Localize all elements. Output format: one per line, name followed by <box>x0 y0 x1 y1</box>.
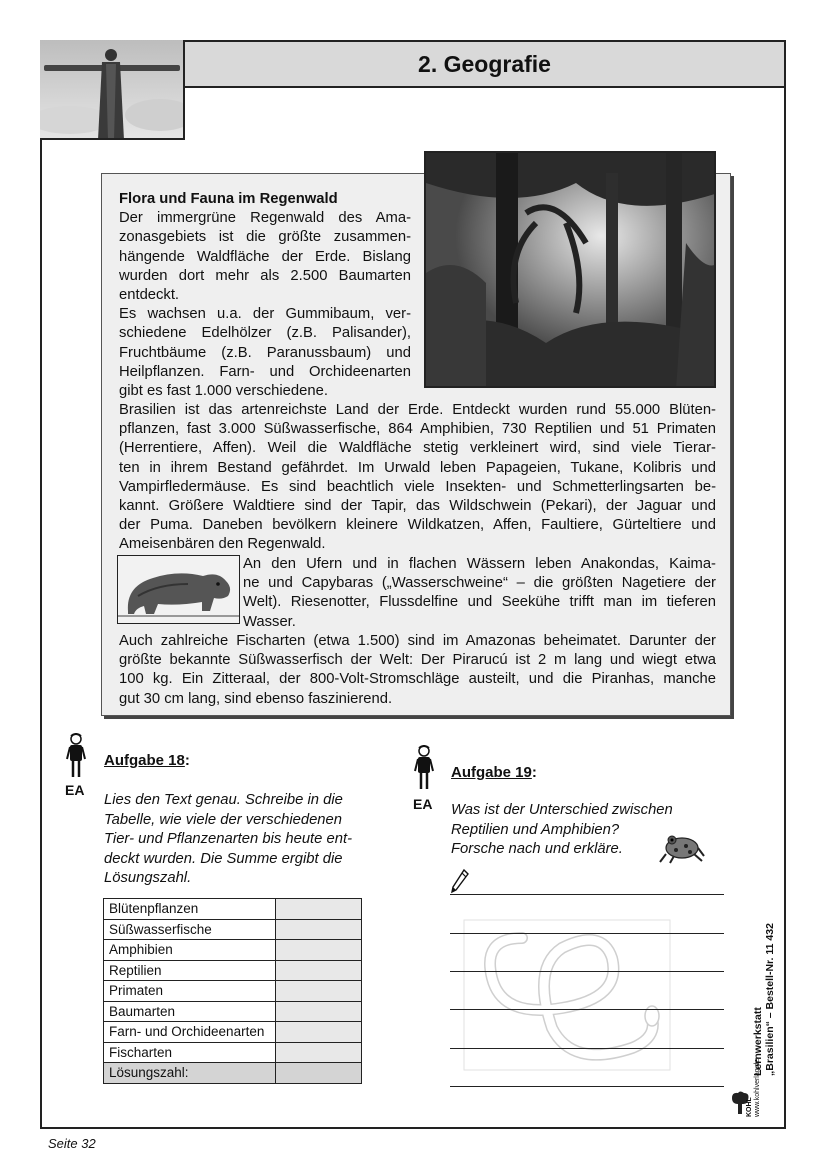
answer-cell[interactable] <box>276 1022 362 1043</box>
answer-line[interactable] <box>450 1009 724 1010</box>
ea-label: EA <box>413 796 433 812</box>
article-line: An den Ufern und in flachen Wässern leben Anakondas, Kaima- <box>243 556 716 572</box>
article-line: Der immergrüne Regenwald des Ama- <box>119 210 411 227</box>
article-line: größte bekannte Süßwasserfisch der Welt: Der Pirarucú ist 2 m lang und wiegt etwa <box>119 652 716 669</box>
answer-cell[interactable] <box>276 1001 362 1022</box>
instruction-line: Forsche nach und erkläre. <box>451 841 623 857</box>
instruction-line: Reptilien und Amphibien? <box>451 821 620 838</box>
task19-colon: : <box>531 764 537 781</box>
article-line: ten in ihrem Bestand gefährdet. Im Urwald leben Papageien, Tukane, Kolibris und <box>119 459 716 476</box>
instruction-line: Tier- und Pflanzenarten bis heute ent- <box>104 831 353 847</box>
sidebar-text <box>752 923 776 1076</box>
article-line: Brasilien ist das artenreichste Land der Erde. Entdeckt wurden rund 55.000 Blüten- <box>119 402 716 418</box>
row-label: Lösungszahl: <box>104 1063 276 1084</box>
article-line: pflanzen, fast 3.000 Süßwasserfische, 864 Amphibien, 730 Reptilien und 51 Primaten <box>119 421 716 438</box>
task19-heading <box>451 764 537 781</box>
article-line: wurden dort mehr als 2.500 Baumarten <box>119 267 411 284</box>
article-line: schiedene Edelhölzer (z.B. Palisander), <box>119 325 411 342</box>
student-icon <box>65 733 87 786</box>
article-text-top <box>119 190 411 401</box>
answer-cell[interactable] <box>276 899 362 920</box>
answer-line[interactable] <box>450 894 724 895</box>
task18-label: Aufgabe 18 <box>104 752 185 769</box>
row-label: Farn- und Orchideenarten <box>104 1022 276 1043</box>
answer-line[interactable] <box>450 971 724 972</box>
row-label: Reptilien <box>104 960 276 981</box>
row-label: Fischarten <box>104 1042 276 1063</box>
article-line: ne und Capybaras („Wasserschweine“ – die größten Nagetiere der <box>243 575 716 592</box>
page-number: Seite 32 <box>48 1136 96 1151</box>
table-row <box>104 1022 362 1043</box>
article-line: Wasser. <box>243 613 296 630</box>
task18-heading <box>104 752 190 769</box>
row-label: Amphibien <box>104 940 276 961</box>
instruction-line: Lies den Text genau. Schreibe in die <box>104 792 343 808</box>
snake-watermark-icon <box>462 918 672 1078</box>
title-bar <box>185 40 786 88</box>
instruction-line: Lösungszahl. <box>104 870 192 886</box>
table-row <box>104 960 362 981</box>
instruction-line: Was ist der Unterschied zwischen <box>451 802 673 818</box>
answer-line[interactable] <box>450 1086 724 1087</box>
article-heading: Flora und Fauna im Regenwald <box>119 191 338 207</box>
rainforest-image <box>424 151 716 388</box>
article-text-capy <box>243 555 716 632</box>
table-row <box>104 899 362 920</box>
answer-cell[interactable] <box>276 981 362 1002</box>
article-text-mid <box>119 401 716 555</box>
row-label: Primaten <box>104 981 276 1002</box>
publisher-text <box>746 1059 762 1117</box>
article-line: hängende Waldfläche der Erde. Bislang <box>119 248 411 265</box>
student-icon <box>413 745 435 798</box>
article-line: Heilpflanzen. Farn- und Orchideenarten <box>119 363 411 380</box>
article-line: Vampirfledermäuse. Es sind beachtlich viele Insekten- und Schmetterlingsarten be- <box>119 478 716 495</box>
table-row <box>104 1001 362 1022</box>
table-row <box>104 981 362 1002</box>
article-line: 100 kg. Ein Zitteraal, der 800-Volt-Stromschläge austeilt, und die Piranhas, manche <box>119 671 716 688</box>
sidebar-line1: Lernwerkstatt <box>752 1007 764 1076</box>
table-row-sum <box>104 1063 362 1084</box>
answer-cell[interactable] <box>276 1042 362 1063</box>
article-line: der Puma. Daneben bevölkern kleinere Wildkatzen, Affen, Faultiere, Gürteltiere und <box>119 517 716 534</box>
instruction-line: deckt wurden. Die Summe ergibt die <box>104 850 343 867</box>
article-line: zonasgebiets ist die größte zusammen- <box>119 229 411 246</box>
instruction-line: Tabelle, wie viele der verschiedenen <box>104 811 342 828</box>
ea-label: EA <box>65 782 85 798</box>
task18-instructions <box>104 791 384 889</box>
page-title: 2. Geografie <box>418 50 551 77</box>
answer-line[interactable] <box>450 933 724 934</box>
christ-redeemer-image <box>40 40 185 140</box>
task19-label: Aufgabe 19 <box>451 764 532 781</box>
article-line: gut 30 cm lang, sind ebenso faszinierend. <box>119 690 393 707</box>
table-row <box>104 1042 362 1063</box>
article-line: kannt. Größere Waldtiere sind der Tapir, das Wildschwein (Pekari), der Jaguar und <box>119 498 716 515</box>
answer-cell[interactable] <box>276 960 362 981</box>
article-line: Es wachsen u.a. der Gummibaum, ver- <box>119 306 411 323</box>
article-line: Ameisenbären den Regenwald. <box>119 536 326 553</box>
article-line: Auch zahlreiche Fischarten (etwa 1.500) sind im Amazonas beheimatet. Darunter der <box>119 633 716 649</box>
answer-line[interactable] <box>450 1048 724 1049</box>
task18-colon: : <box>184 752 190 769</box>
article-line: gibt es fast 1.000 verschiedene. <box>119 383 328 400</box>
article-line: (Herrentiere, Affen). Weil die Waldfläche stetig verkleinert wird, sind viele Tierar- <box>119 440 716 457</box>
row-label: Süßwasserfische <box>104 919 276 940</box>
article-text-bottom <box>119 632 716 709</box>
row-label: Baumarten <box>104 1001 276 1022</box>
table-row <box>104 940 362 961</box>
answer-cell[interactable] <box>276 919 362 940</box>
row-label: Blütenpflanzen <box>104 899 276 920</box>
publisher-name: KOHL <box>746 1097 753 1117</box>
frog-icon <box>658 828 706 869</box>
article-line: Fruchtbäume (z.B. Paranussbaum) und <box>119 344 411 361</box>
table-row <box>104 919 362 940</box>
species-table <box>103 898 362 1084</box>
publisher-url: www.kohlverlag.de <box>754 1058 761 1117</box>
article-line: entdeckt. <box>119 287 180 304</box>
answer-cell[interactable] <box>276 1063 362 1084</box>
capybara-image <box>117 555 240 624</box>
article-line: Welt). Riesenotter, Flussdelfine und Seekühe trifft man im tieferen <box>243 594 716 611</box>
answer-cell[interactable] <box>276 940 362 961</box>
sidebar-line2: „Brasilien“ – Bestell-Nr. 11 432 <box>764 923 776 1076</box>
